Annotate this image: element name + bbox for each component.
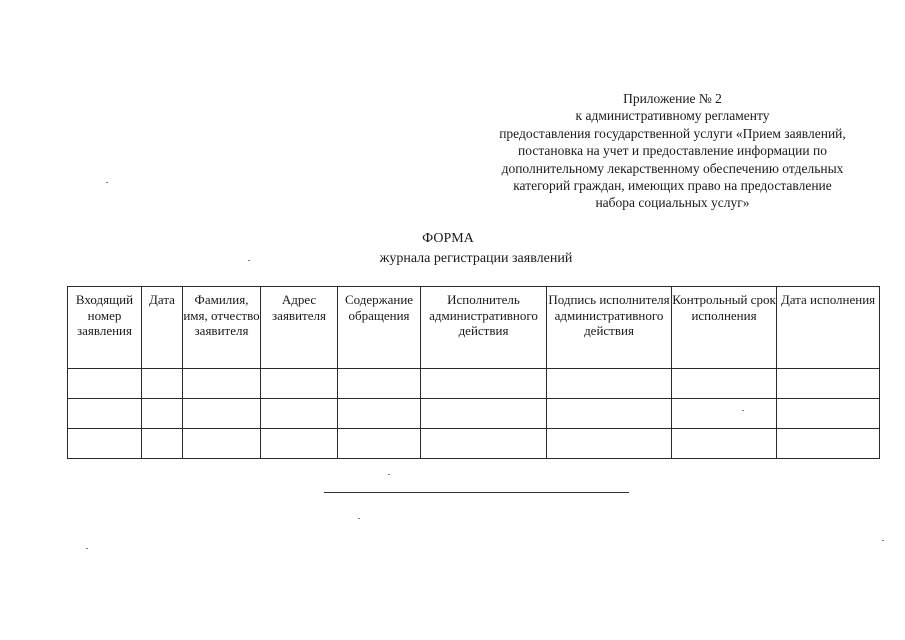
table-cell [142,399,183,429]
table-cell [547,429,672,459]
table-cell [421,399,547,429]
appendix-line: дополнительному лекарственному обеспечению отдельных [501,160,844,176]
table-cell [183,429,261,459]
appendix-line: предоставления государственной услуги «Прием заявлений, [499,125,846,141]
table-cell [547,399,672,429]
appendix-line: категорий граждан, имеющих право на предоставление [513,178,832,194]
table-cell [68,429,142,459]
table-cell [421,429,547,459]
column-header-applicant-name: Фамилия, имя, отчество заявителя [183,287,261,369]
appendix-line: постановка на учет и предоставление информации по [518,143,827,159]
scan-speck [388,474,390,475]
scan-speck [248,260,250,261]
scan-speck [106,182,108,183]
appendix-header [470,90,875,212]
column-header-control-deadline: Контрольный срок исполнения [672,287,777,369]
table-cell [261,399,338,429]
table-cell [421,369,547,399]
registration-journal-table [67,286,880,459]
table-row [68,399,880,429]
column-header-date: Дата [142,287,183,369]
table-cell [338,399,421,429]
appendix-line: к административному регламенту [575,108,770,124]
table-row [68,369,880,399]
column-header-completion-date: Дата исполнения [777,287,880,369]
form-subtitle: журнала регистрации заявлений [379,251,573,266]
table-cell [777,429,880,459]
table-cell [777,369,880,399]
table-cell [142,429,183,459]
signature-line [324,492,629,493]
table-cell [261,429,338,459]
table-cell [261,369,338,399]
table-cell [183,399,261,429]
table-cell [672,429,777,459]
column-header-executor: Исполнитель административного действия [421,287,547,369]
column-header-request-content: Содержание обращения [338,287,421,369]
scan-speck [882,540,884,541]
table-header-row [68,287,880,369]
table-cell [338,369,421,399]
appendix-line: набора социальных услуг» [595,195,750,211]
table-cell [672,369,777,399]
table-cell [142,369,183,399]
table-cell [338,429,421,459]
form-title: ФОРМА [422,231,474,246]
table-row [68,429,880,459]
table-cell [672,399,777,429]
column-header-executor-signature: Подпись исполнителя административного действия [547,287,672,369]
table-cell [183,369,261,399]
scan-speck [86,548,88,549]
column-header-applicant-address: Адрес заявителя [261,287,338,369]
scan-speck [742,410,744,411]
table-cell [68,399,142,429]
column-header-incoming-number: Входящий номер заявления [68,287,142,369]
scan-speck [358,518,360,519]
table-cell [547,369,672,399]
appendix-line: Приложение № 2 [623,91,722,106]
table-cell [68,369,142,399]
table-cell [777,399,880,429]
